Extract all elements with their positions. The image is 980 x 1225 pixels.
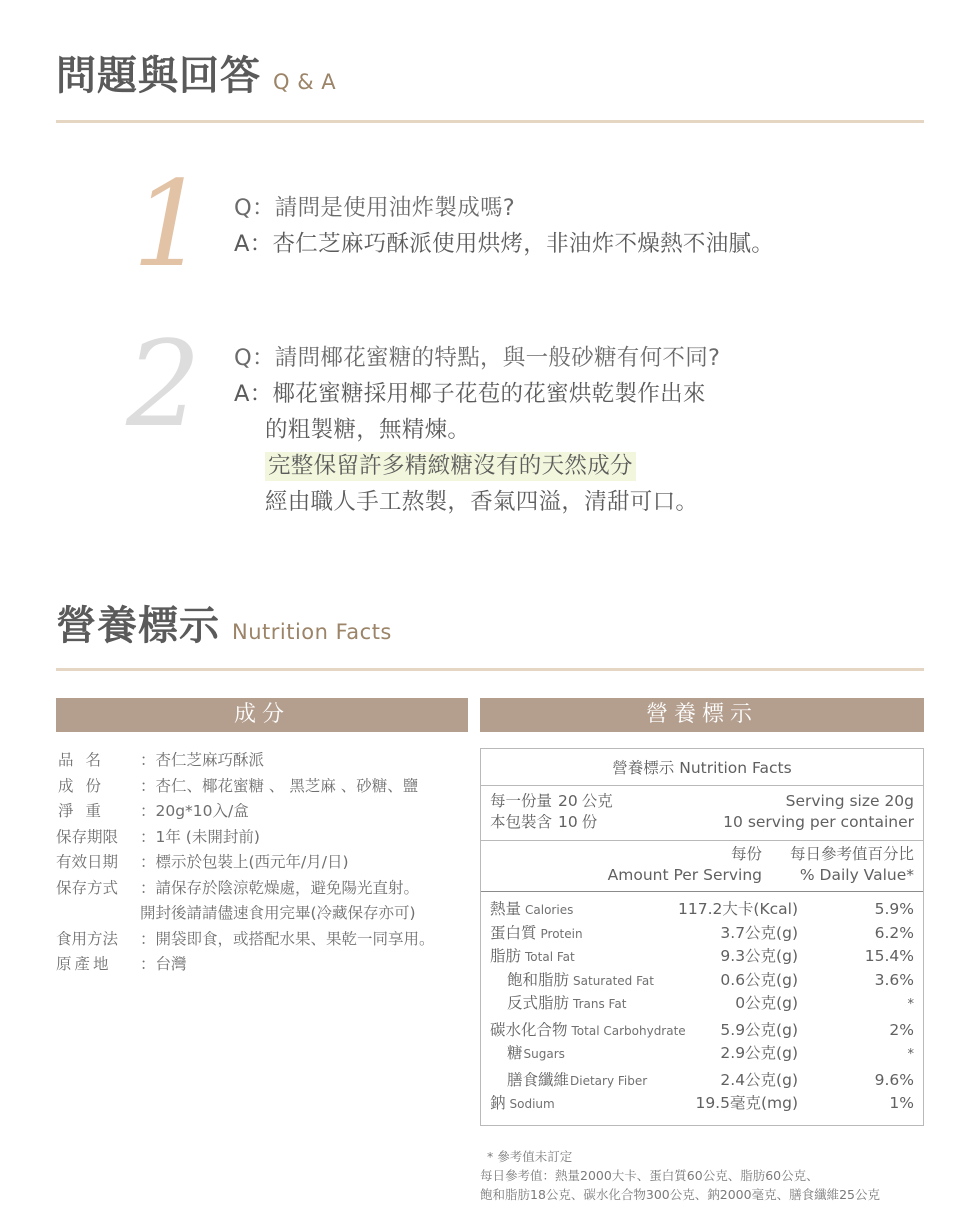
nutrient-daily-value: *	[907, 1047, 914, 1062]
serving-size-unit: 公克	[581, 792, 613, 810]
ingredient-label: 有效日期	[56, 853, 119, 871]
qa-question-2: Q：請問椰花蜜糖的特點，與一般砂糖有何不同?	[234, 345, 721, 371]
nutrient-amount: 3.7公克(g)	[720, 923, 798, 942]
nutrient-name	[490, 1042, 675, 1066]
servings-en: 10 serving per container	[723, 813, 914, 831]
ingredient-value: ：20g*10入/盒	[140, 802, 249, 820]
nutrition-facts-bar: 營養標示	[480, 698, 924, 732]
servings-per-container-row	[490, 812, 914, 833]
ingredient-label: 保存期限	[56, 827, 119, 846]
nutrient-name-cn: 脂肪	[490, 947, 522, 965]
nutrient-amount: 0.6公克(g)	[720, 970, 798, 989]
nutrition-row-total-carbohydrate	[490, 1019, 914, 1043]
ingredient-value: ：標示於包裝上(西元年/月/日)	[140, 853, 349, 871]
qa-title-en: Q & A	[273, 70, 337, 94]
nutrient-daily-value: 3.6%	[874, 970, 914, 989]
nutrient-daily-value: 1%	[889, 1094, 914, 1112]
nutrient-name-en: Dietary Fiber	[570, 1073, 648, 1088]
ingredient-label: 品名	[58, 751, 114, 769]
nutrient-name	[490, 1069, 675, 1093]
ingredient-value: ：台灣	[140, 955, 187, 973]
nutrient-name-cn: 碳水化合物	[490, 1020, 568, 1039]
ingredient-row	[56, 748, 476, 774]
ingredient-value: ：杏仁、椰花蜜糖 、 黑芝麻 、砂糖、鹽	[140, 776, 419, 795]
nutrient-amount: 2.4公克(g)	[720, 1070, 798, 1089]
nutrition-column-headers	[481, 841, 923, 892]
nutrient-name-cn: 熱量	[490, 900, 522, 918]
col-amount-en: Amount Per Serving	[607, 866, 762, 884]
ingredient-row	[56, 927, 476, 953]
ingredient-value: ：1年 (未開封前)	[140, 827, 260, 846]
qa-answer-2-line-3	[234, 448, 720, 484]
nutrient-name-en: Total Fat	[525, 950, 575, 964]
nutrient-name-en: Sodium	[509, 1097, 555, 1111]
footnote-line: 每日參考值：熱量2000大卡、蛋白質60公克、脂肪60公克、	[480, 1168, 819, 1183]
nutrition-title-en: Nutrition Facts	[232, 620, 392, 644]
nutrient-name	[490, 1092, 675, 1116]
nutrient-name-cn: 膳食纖維	[507, 1070, 570, 1089]
serving-size-row	[490, 791, 914, 812]
qa-number-1: 1	[132, 155, 208, 293]
qa-divider	[56, 120, 924, 123]
nutrient-name	[490, 945, 675, 969]
nutrition-row-total-fat	[490, 945, 914, 969]
nutrient-name	[490, 922, 675, 946]
serving-size-label: 每一份量	[490, 792, 553, 810]
ingredient-row	[56, 901, 476, 927]
nutrient-name-en: Protein	[540, 926, 583, 941]
ingredient-label: 淨重	[58, 802, 114, 820]
ingredient-row	[56, 774, 476, 800]
nutrient-daily-value: *	[907, 997, 914, 1012]
nutrient-name-cn: 飽和脂肪	[507, 970, 570, 989]
nutrient-amount: 0公克(g)	[735, 994, 798, 1012]
nutrient-amount: 5.9公克(g)	[720, 1020, 798, 1039]
col-dv-en: % Daily Value*	[799, 866, 914, 884]
serving-size-value: 20	[558, 792, 578, 810]
nutrient-daily-value: 9.6%	[874, 1070, 914, 1089]
nutrient-name	[490, 969, 675, 993]
nutrient-daily-value: 6.2%	[874, 923, 914, 942]
ingredient-row	[56, 850, 476, 876]
qa-question-1: Q：請問是使用油炸製成嗎?	[234, 195, 516, 221]
nutrient-name	[490, 992, 675, 1016]
serving-size-left	[490, 791, 613, 812]
ingredient-label	[56, 901, 140, 927]
ingredient-label: 原產地	[56, 955, 112, 973]
nutrition-title-cn: 營養標示	[56, 602, 220, 649]
nutrient-daily-value: 2%	[889, 1020, 914, 1039]
nutrient-amount: 9.3公克(g)	[720, 947, 798, 965]
nutrition-row-protein	[490, 922, 914, 946]
qa-title-cn: 問題與回答	[56, 52, 261, 99]
qa-body-1	[234, 190, 774, 262]
ingredient-value: ：杏仁芝麻巧酥派	[140, 751, 265, 769]
nutrient-name-cn: 蛋白質	[490, 923, 537, 942]
ingredient-row	[56, 876, 476, 902]
ingredients-bar: 成分	[56, 698, 468, 732]
nutrient-name-en: Calories	[525, 903, 574, 917]
nutrient-name	[490, 1019, 686, 1043]
nutrition-rows	[481, 892, 923, 1125]
ingredient-label: 食用方法	[56, 929, 119, 948]
qa-answer-1: A：杏仁芝麻巧酥派使用烘烤，非油炸不燥熱不油膩。	[234, 231, 775, 257]
col-dv-cn: 每日參考值百分比	[789, 845, 914, 863]
nutrient-name-en: Total Carbohydrate	[571, 1023, 686, 1038]
nutrition-row-calories	[490, 898, 914, 922]
nutrition-section-heading	[56, 602, 392, 649]
qa-answer-2-line-4: 經由職人手工熬製，香氣四溢，清甜可口。	[265, 489, 699, 515]
nutrient-name-cn: 鈉	[490, 1094, 506, 1112]
nutrient-amount: 117.2大卡(Kcal)	[678, 900, 798, 918]
footnote-line: 飽和脂肪18公克、碳水化合物300公克、鈉2000毫克、膳食纖維25公克	[480, 1187, 880, 1202]
column-headers-en	[490, 865, 914, 886]
nutrient-name	[490, 898, 675, 922]
ingredients-list	[56, 748, 476, 978]
ingredient-value: ：請保存於陰涼乾燥處，避免陽光直射。	[140, 878, 420, 897]
nutrient-daily-value: 5.9%	[874, 900, 914, 918]
qa-answer-2-highlight: 完整保留許多精緻糖沒有的天然成分	[265, 452, 636, 481]
nutrient-name-cn: 糖	[507, 1044, 523, 1062]
nutrition-footnotes	[480, 1147, 880, 1204]
ingredient-row	[56, 799, 476, 825]
ingredient-label: 保存方式	[56, 878, 119, 897]
nutrition-row-sodium	[490, 1092, 914, 1116]
ingredient-label: 成份	[58, 776, 114, 795]
servings-value: 10	[558, 813, 578, 831]
nutrition-row-trans-fat	[490, 992, 914, 1019]
nutrition-divider	[56, 668, 924, 671]
ingredient-value: ：開袋即食，或搭配水果、果乾一同享用。	[140, 929, 435, 948]
ingredient-row	[56, 952, 476, 978]
qa-answer-2-line-2: 的粗製糖，無精煉。	[265, 417, 471, 443]
nutrient-amount: 2.9公克(g)	[720, 1044, 798, 1062]
nutrition-facts-table	[480, 748, 924, 1126]
nutrition-facts-box-title: 營養標示 Nutrition Facts	[481, 749, 923, 786]
nutrient-name-en: Saturated Fat	[573, 973, 654, 988]
nutrient-name-en: Trans Fat	[573, 997, 627, 1011]
col-amount-cn: 每份	[730, 845, 762, 863]
qa-section-heading	[56, 52, 337, 99]
servings-unit: 份	[581, 813, 598, 831]
servings-label: 本包裝含	[490, 813, 553, 831]
ingredient-value: 開封後請請儘速食用完畢(冷藏保存亦可)	[140, 904, 416, 922]
serving-info	[481, 786, 923, 841]
qa-body-2	[234, 340, 720, 520]
nutrient-name-cn: 反式脂肪	[507, 994, 570, 1012]
qa-number-2: 2	[126, 315, 202, 453]
column-headers-cn	[490, 844, 914, 865]
ingredient-row	[56, 825, 476, 851]
nutrient-amount: 19.5毫克(mg)	[695, 1094, 798, 1112]
nutrient-name-en: Sugars	[523, 1047, 565, 1061]
footnote-line: * 參考值未訂定	[487, 1149, 573, 1164]
serving-size-en: Serving size 20g	[785, 792, 914, 810]
nutrition-row-sugars	[490, 1042, 914, 1069]
qa-answer-2-line-1: A：椰花蜜糖採用椰子花苞的花蜜烘乾製作出來	[234, 381, 706, 407]
nutrition-row-dietary-fiber	[490, 1069, 914, 1093]
nutrition-row-saturated-fat	[490, 969, 914, 993]
servings-left	[490, 812, 597, 833]
nutrient-daily-value: 15.4%	[864, 947, 914, 965]
